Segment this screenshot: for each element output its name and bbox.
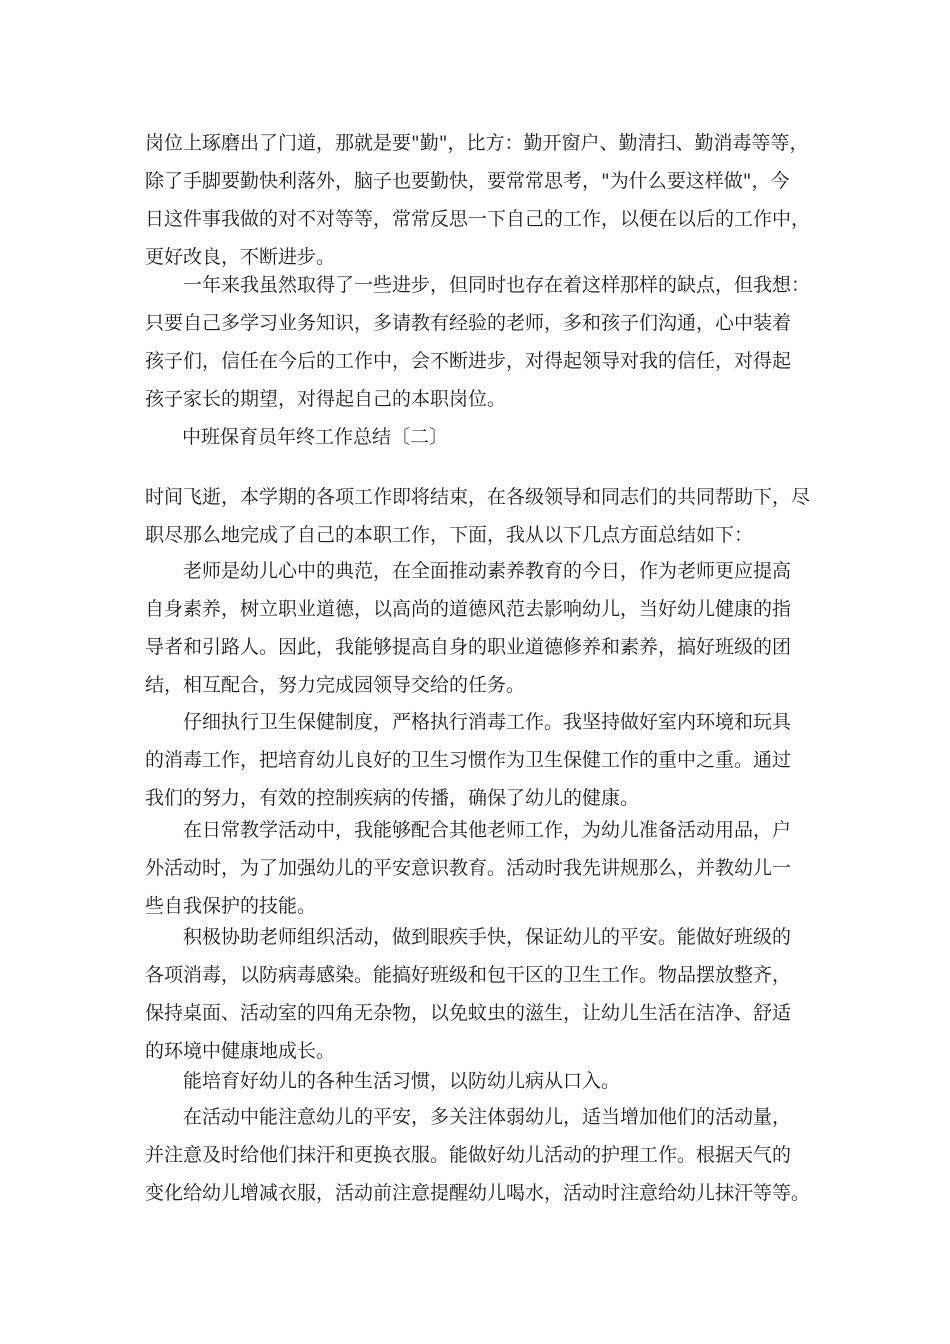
text-line: 日这件事我做的对不对等等，常常反思一下自己的工作，以便在以后的工作中， xyxy=(145,208,811,230)
text-line: 岗位上琢磨出了门道，那就是要"勤"，比方：勤开窗户、勤清扫、勤消毒等等， xyxy=(145,132,809,154)
text-line: 能培育好幼儿的各种生活习惯，以防幼儿病从口入。 xyxy=(145,1070,621,1092)
paragraph-6 xyxy=(145,811,825,925)
text-line: 在日常教学活动中，我能够配合其他老师工作，为幼儿准备活动用品，户 xyxy=(145,819,792,841)
text-line: 孩子们，信任在今后的工作中，会不断进步，对得起领导对我的信任，对得起 xyxy=(145,350,792,372)
text-line: 孩子家长的期望，对得起自己的本职岗位。 xyxy=(145,388,507,410)
text-line: 自身素养，树立职业道德，以高尚的道德风范去影响幼儿，当好幼儿健康的指 xyxy=(145,598,792,620)
text-line: 仔细执行卫生保健制度，严格执行消毒工作。我坚持做好室内环境和玩具 xyxy=(145,711,792,733)
text-line: 只要自己多学习业务知识，多请教有经验的老师，多和孩子们沟通，心中装着 xyxy=(145,312,792,334)
text-line: 并注意及时给他们抹汗和更换衣服。能做好幼儿活动的护理工作。根据天气的 xyxy=(145,1144,792,1166)
text-line: 一年来我虽然取得了一些进步，但同时也存在着这样那样的缺点，但我想： xyxy=(145,274,811,296)
text-line: 变化给幼儿增减衣服，活动前注意提醒幼儿喝水，活动时注意给幼儿抹汗等等。 xyxy=(145,1182,811,1204)
text-line: 外活动时，为了加强幼儿的平安意识教育。活动时我先讲规那么，并教幼儿一 xyxy=(145,857,792,879)
paragraph-9 xyxy=(145,1098,825,1212)
paragraph-7 xyxy=(145,918,825,1070)
text-line: 结，相互配合，努力完成园领导交给的任务。 xyxy=(145,674,526,696)
section-heading: 中班保育员年终工作总结〔二〕 xyxy=(182,426,449,448)
text-line: 除了手脚要勤快利落外，脑子也要勤快，要常常思考，"为什么要这样做"，今 xyxy=(145,170,790,192)
paragraph-1 xyxy=(145,124,825,276)
text-line: 职尽那么地完成了自己的本职工作，下面，我从以下几点方面总结如下： xyxy=(145,524,754,546)
text-line: 保持桌面、活动室的四角无杂物，以免蚊虫的滋生，让幼儿生活在洁净、舒适 xyxy=(145,1002,792,1024)
paragraph-8 xyxy=(145,1062,825,1100)
text-line: 积极协助老师组织活动，做到眼疾手快，保证幼儿的平安。能做好班级的 xyxy=(145,926,792,948)
text-line: 更好改良，不断进步。 xyxy=(145,246,336,268)
text-line: 老师是幼儿心中的典范，在全面推动素养教育的今日，作为老师更应提高 xyxy=(145,560,792,582)
text-line: 各项消毒，以防病毒感染。能搞好班级和包干区的卫生工作。物品摆放整齐， xyxy=(145,964,792,986)
paragraph-5 xyxy=(145,703,825,817)
text-line: 时间飞逝，本学期的各项工作即将结束，在各级领导和同志们的共同帮助下，尽 xyxy=(145,486,811,508)
text-line: 的消毒工作，把培育幼儿良好的卫生习惯作为卫生保健工作的重中之重。通过 xyxy=(145,749,792,771)
paragraph-2 xyxy=(145,266,825,418)
paragraph-3 xyxy=(145,478,825,554)
paragraph-4 xyxy=(145,552,825,704)
text-line: 我们的努力，有效的控制疾病的传播，确保了幼儿的健康。 xyxy=(145,787,640,809)
text-line: 在活动中能注意幼儿的平安，多关注体弱幼儿，适当增加他们的活动量， xyxy=(145,1106,792,1128)
text-line: 导者和引路人。因此，我能够提高自身的职业道德修养和素养，搞好班级的团 xyxy=(145,636,792,658)
text-line: 些自我保护的技能。 xyxy=(145,895,317,917)
text-line: 的环境中健康地成长。 xyxy=(145,1040,336,1062)
